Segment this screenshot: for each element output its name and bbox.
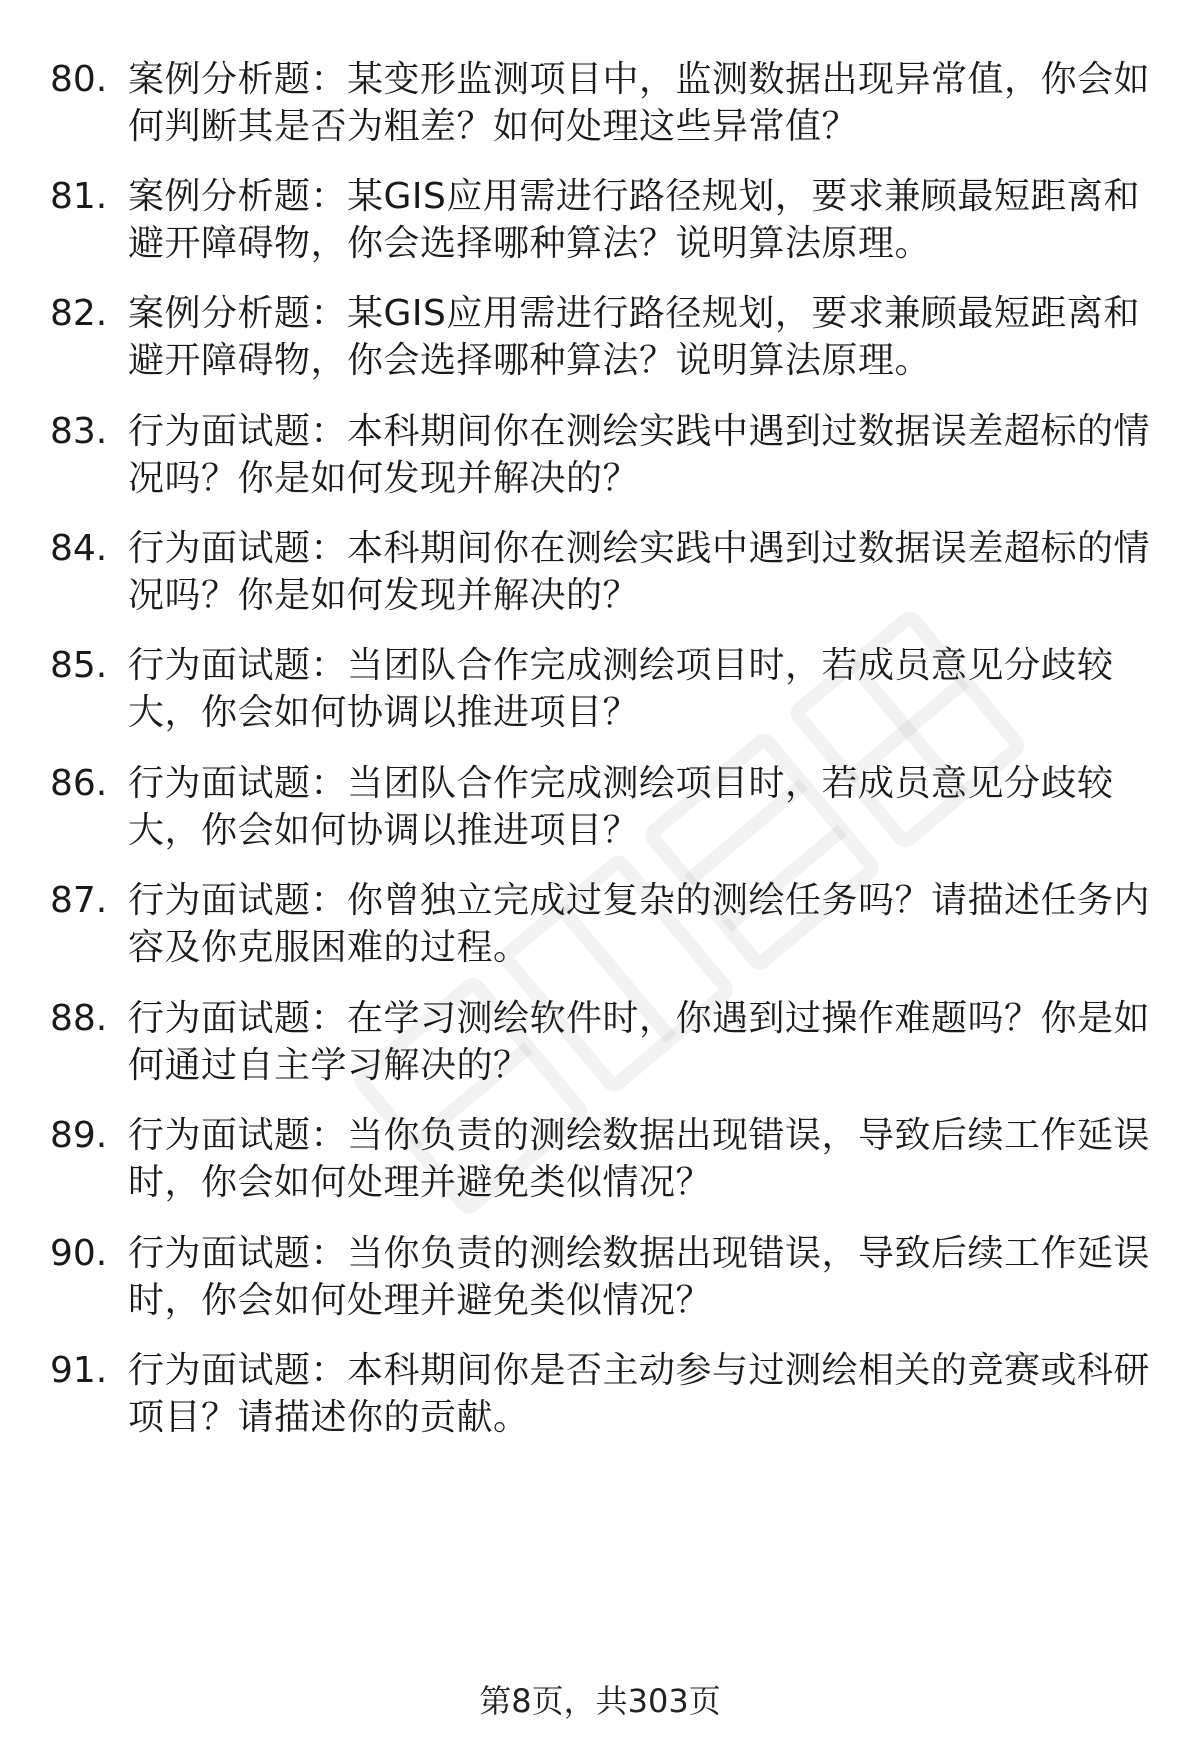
question-item [50, 1230, 1160, 1324]
question-number: 80. [50, 59, 108, 100]
question-text: 行为面试题：本科期间你是否主动参与过测绘相关的竞赛或科研项目？请描述你的贡献。 [128, 1350, 1151, 1438]
question-text: 案例分析题：某变形监测项目中，监测数据出现异常值，你会如何判断其是否为粗差？如何处理这些异常值？ [128, 59, 1151, 147]
question-number: 82. [50, 293, 108, 334]
question-item [50, 525, 1160, 619]
question-text: 行为面试题：在学习测绘软件时，你遇到过操作难题吗？你是如何通过自主学习解决的？ [128, 998, 1151, 1086]
question-text: 行为面试题：本科期间你在测绘实践中遇到过数据误差超标的情况吗？你是如何发现并解决的？ [128, 411, 1151, 499]
question-item [50, 1347, 1160, 1441]
question-number: 84. [50, 528, 108, 569]
question-text: 行为面试题：你曾独立完成过复杂的测绘任务吗？请描述任务内容及你克服困难的过程。 [128, 880, 1151, 968]
question-text: 案例分析题：某GIS应用需进行路径规划，要求兼顾最短距离和避开障碍物，你会选择哪种算法？说明算法原理。 [128, 293, 1140, 381]
question-number: 87. [50, 880, 108, 921]
question-item [50, 173, 1160, 267]
question-text: 行为面试题：本科期间你在测绘实践中遇到过数据误差超标的情况吗？你是如何发现并解决的？ [128, 528, 1151, 616]
question-number: 83. [50, 411, 108, 452]
question-item [50, 642, 1160, 736]
question-item [50, 877, 1160, 971]
question-text: 案例分析题：某GIS应用需进行路径规划，要求兼顾最短距离和避开障碍物，你会选择哪种算法？说明算法原理。 [128, 176, 1140, 264]
question-item [50, 290, 1160, 384]
page-footer: 第8页，共303页 [479, 1682, 721, 1720]
question-number: 88. [50, 998, 108, 1039]
question-number: 85. [50, 645, 108, 686]
question-item [50, 995, 1160, 1089]
question-item [50, 408, 1160, 502]
question-item [50, 1112, 1160, 1206]
question-item [50, 56, 1160, 150]
question-text: 行为面试题：当团队合作完成测绘项目时，若成员意见分歧较大，你会如何协调以推进项目？ [128, 763, 1114, 851]
question-item [50, 760, 1160, 854]
question-number: 90. [50, 1233, 108, 1274]
question-number: 81. [50, 176, 108, 217]
question-text: 行为面试题：当你负责的测绘数据出现错误，导致后续工作延误时，你会如何处理并避免类似情况？ [128, 1115, 1151, 1203]
question-number: 89. [50, 1115, 108, 1156]
question-text: 行为面试题：当团队合作完成测绘项目时，若成员意见分歧较大，你会如何协调以推进项目？ [128, 645, 1114, 733]
question-text: 行为面试题：当你负责的测绘数据出现错误，导致后续工作延误时，你会如何处理并避免类似情况？ [128, 1233, 1151, 1321]
question-number: 86. [50, 763, 108, 804]
question-number: 91. [50, 1350, 108, 1391]
